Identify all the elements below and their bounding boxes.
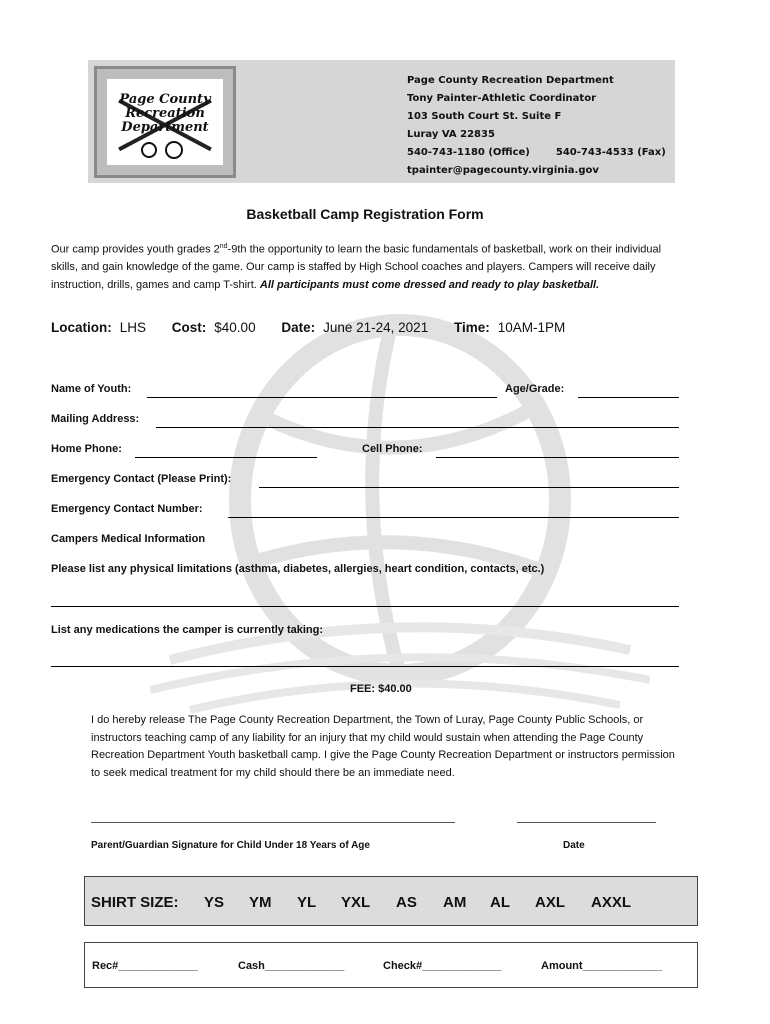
basketball-icon xyxy=(165,141,183,159)
signature-date-field[interactable] xyxy=(517,822,656,823)
intro-text: -9th the opportunity to learn the basic fundamentals of basketball, work on their individual skills, and gain knowledge of the game. Our camp is staffed by High School coaches and players. Campers will receive daily instruction, drills, games and camp T-shirt. xyxy=(51,243,662,291)
time-label: Time: xyxy=(453,320,490,335)
logo-line: Recreation xyxy=(125,106,205,121)
logo-text xyxy=(113,93,217,135)
logo-line: Department xyxy=(121,120,209,135)
intro-text: Our camp provides youth grades 2 xyxy=(51,243,220,256)
signature-label: Parent/Guardian Signature for Child Under 18 Years of Age xyxy=(91,840,370,851)
cash-field[interactable]: Cash_____________ xyxy=(238,960,345,972)
dept-name: Page County Recreation Department xyxy=(407,75,614,86)
camp-details xyxy=(51,320,565,335)
limitations-field[interactable] xyxy=(51,594,679,607)
age-grade-field[interactable] xyxy=(578,384,679,398)
name-of-youth-label: Name of Youth: xyxy=(51,383,132,395)
shirt-size-label: SHIRT SIZE: xyxy=(91,894,179,911)
date-label: Date xyxy=(563,840,585,851)
shirt-size-option[interactable]: YXL xyxy=(341,894,371,911)
location-label: Location: xyxy=(51,320,112,335)
email[interactable]: tpainter@pagecounty.virginia.gov xyxy=(407,165,599,176)
receipt-number-field[interactable]: Rec#_____________ xyxy=(92,960,198,972)
address-line-1: 103 South Court St. Suite F xyxy=(407,111,562,122)
limitations-label: Please list any physical limitations (asthma, diabetes, allergies, heart condition, contacts, etc.) xyxy=(51,563,545,575)
emergency-number-field[interactable] xyxy=(228,504,679,518)
release-paragraph: I do hereby release The Page County Recreation Department, the Town of Luray, Page County Public Schools, or instructors teaching camp of any liability for an injury that my child would sustain when attending the Page County Recreation Department Youth basketball camp. I give the Page County Recreation Department or instructors permission to seek medical treatment for my child should there be an immediate need. xyxy=(91,714,675,779)
amount-field[interactable]: Amount_____________ xyxy=(541,960,663,972)
shirt-size-option[interactable]: AS xyxy=(396,894,417,911)
intro-superscript: nd xyxy=(219,243,228,250)
phone-line xyxy=(407,144,666,162)
shirt-size-box xyxy=(84,876,698,926)
shirt-size-option[interactable]: AL xyxy=(490,894,510,911)
address-line-2: Luray VA 22835 xyxy=(407,129,495,140)
check-number-field[interactable]: Check#_____________ xyxy=(383,960,502,972)
coordinator: Tony Painter-Athletic Coordinator xyxy=(407,93,596,104)
department-logo xyxy=(107,79,223,165)
shirt-size-option[interactable]: YM xyxy=(249,894,272,911)
intro-emphasis: All participants must come dressed and ready to play basketball. xyxy=(259,278,600,291)
shirt-size-option[interactable]: AXL xyxy=(535,894,565,911)
letterhead xyxy=(88,60,675,183)
fax-number: 540-743-4533 (Fax) xyxy=(555,147,666,158)
shirt-size-option[interactable]: AM xyxy=(443,894,467,911)
signature-field[interactable] xyxy=(91,822,455,823)
soccer-ball-icon xyxy=(141,142,157,158)
shirt-size-option[interactable]: YL xyxy=(297,894,317,911)
emergency-number-label: Emergency Contact Number: xyxy=(51,503,203,515)
shirt-size-option[interactable]: AXXL xyxy=(591,894,632,911)
cell-phone-label: Cell Phone: xyxy=(362,443,423,455)
emergency-contact-label: Emergency Contact (Please Print): xyxy=(51,473,232,485)
time-value: 10AM-1PM xyxy=(497,320,566,335)
logo-line: Page County xyxy=(119,92,211,107)
date-value: June 21-24, 2021 xyxy=(323,320,429,335)
home-phone-field[interactable] xyxy=(135,444,317,458)
fee-amount: FEE: $40.00 xyxy=(350,683,412,695)
name-of-youth-field[interactable] xyxy=(147,384,497,398)
shirt-size-option[interactable]: YS xyxy=(204,894,225,911)
logo-frame xyxy=(94,66,236,178)
home-phone-label: Home Phone: xyxy=(51,443,122,455)
office-phone: 540-743-1180 (Office) xyxy=(407,147,530,158)
medications-field[interactable] xyxy=(51,654,679,667)
cell-phone-field[interactable] xyxy=(436,444,679,458)
office-use-box xyxy=(84,942,698,988)
form-title: Basketball Camp Registration Form xyxy=(246,206,484,222)
emergency-contact-field[interactable] xyxy=(259,474,679,488)
medical-heading: Campers Medical Information xyxy=(51,533,206,545)
mailing-address-label: Mailing Address: xyxy=(51,413,140,425)
age-grade-label: Age/Grade: xyxy=(505,383,565,395)
mailing-address-field[interactable] xyxy=(156,414,679,428)
cost-value: $40.00 xyxy=(214,320,256,335)
cost-label: Cost: xyxy=(171,320,207,335)
medications-label: List any medications the camper is currently taking: xyxy=(51,624,324,636)
intro-paragraph xyxy=(51,238,683,294)
location-value: LHS xyxy=(119,320,147,335)
date-label: Date: xyxy=(281,320,316,335)
contact-block xyxy=(407,72,666,180)
